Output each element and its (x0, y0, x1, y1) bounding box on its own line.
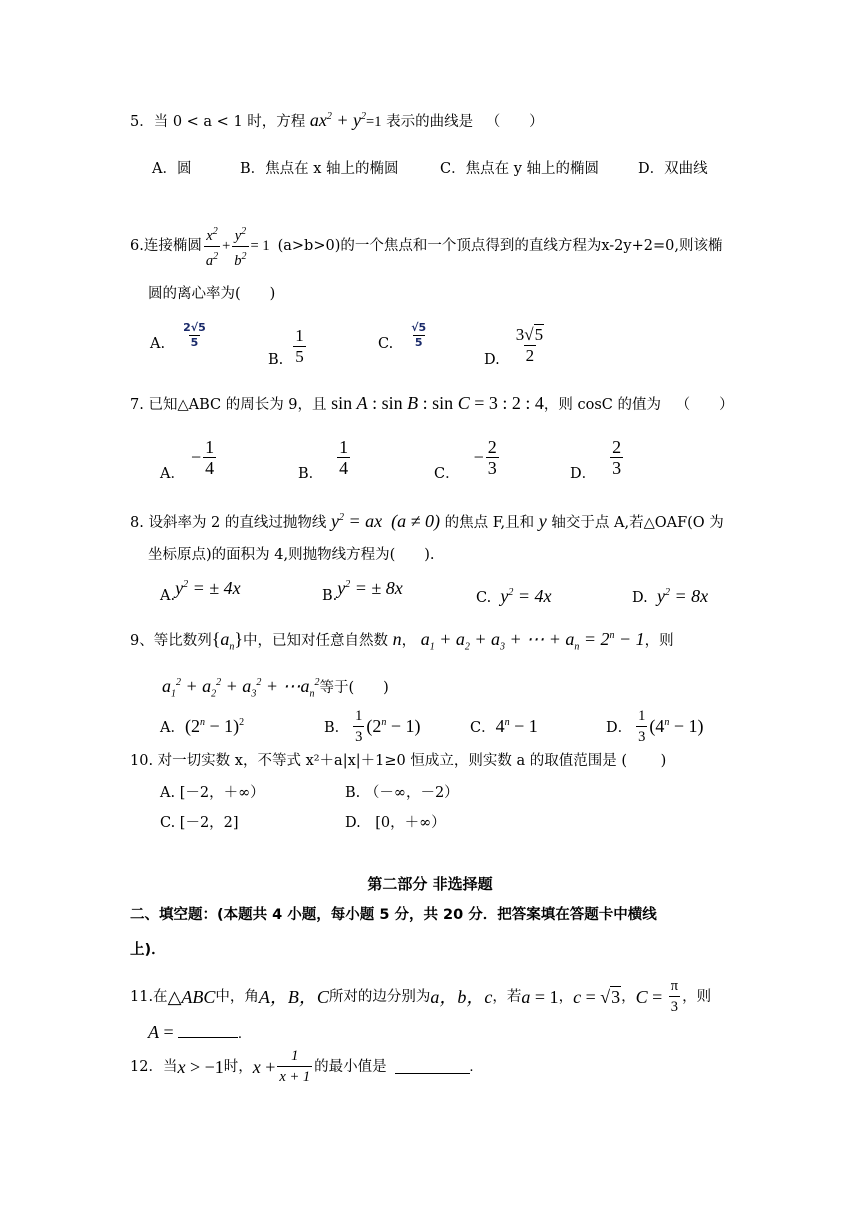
q9-option-d: D． $\frac{1}{3}$ $(4^n - 1)$ (606, 708, 704, 745)
q9-line2-suffix: 等于( ) (319, 680, 389, 696)
q5-stem-suffix: 表示的曲线是 (386, 114, 474, 130)
q8-parabola: $y^2$ = ax (a ≠ 0) (331, 511, 441, 531)
q8-stem-suffix: 的焦点 F,且和 (444, 515, 535, 531)
question-7-stem (130, 393, 734, 415)
q5-option-c: C．焦点在 y 轴上的椭圆 (440, 161, 600, 177)
q9-square-sum: $a_1^2 + a_2^2 + a_3^2$ + $\cdots a_n^2$ (162, 676, 320, 700)
question-10-stem: 10. 对一切实数 x，不等式 x²＋a|x|＋1≥0 恒成立，则实数 a 的取值范围是 ( ) (130, 753, 667, 769)
q8-stem-suffix2: 轴交于点 A,若△OAF(O 为 (551, 515, 724, 531)
q12-stem-mid: 时， (223, 1058, 253, 1075)
q11-stem-mid: 中，角 (215, 988, 259, 1005)
q11-stem-prefix: 11.在 (130, 988, 168, 1005)
q5-option-b: B．焦点在 x 轴上的椭圆 (240, 161, 399, 177)
q12-stem-suffix: 的最小值是 (314, 1058, 387, 1075)
q9-sum-equation: $a_1 + a_2 + a_3$ + ⋯ + $a_n = 2^n - 1$ (420, 629, 645, 653)
q8-option-b: $B.y^2$ = ± 8x (322, 578, 403, 604)
q7-option-c: C． − $\frac{2}{3}$ (434, 437, 497, 482)
q6-stem-prefix: 6.连接椭圆 (130, 238, 202, 255)
q6-option-a: A. $\frac{2√5}{5}$ (150, 320, 206, 352)
q5-equation: $ax^2 + y^2$ (309, 110, 367, 130)
q9-stem-mid: 中，已知对任意自然数 (243, 633, 389, 649)
q6-ellipse-y-term: $\frac{y^2}{b^2}$ (234, 226, 247, 269)
q8-option-c: C. $y^2 = 4x$ (476, 586, 552, 606)
question-8-stem: 8. 设斜率为 2 的直线过抛物线 $y^2$ = ax (a ≠ 0) 的焦点 F,且和 y 轴交于点 A,若△OAF(O 为 (130, 511, 724, 531)
q9-stem-prefix: 9、等比数列 (130, 633, 212, 649)
q6-option-d: D. $\frac{3√5}{2}$ (484, 324, 544, 368)
q5-option-d: D．双曲线 (638, 161, 708, 177)
q10-option-b: B. （－∞，－2） (345, 785, 459, 801)
q9-stem-suffix: ，则 (644, 633, 674, 649)
q7-stem-prefix: 7. 已知△ABC 的周长为 9，且 (130, 397, 327, 413)
q6-condition: (a>b>0)的一个焦点和一个顶点得到的直线方程为x-2y+2=0,则该椭 (277, 238, 723, 255)
q10-option-d: D. [0，＋∞） (345, 815, 446, 831)
question-5-stem: 5．当 0 < a < 1 时，方程 $ax^2 + y^2=1$ 表示的曲线是 （ ） (130, 110, 544, 130)
q8-stem-prefix: 8. 设斜率为 2 的直线过抛物线 (130, 515, 327, 531)
part-two-heading: 第二部分 非选择题 (367, 875, 493, 893)
q8-stem-line2: 坐标原点)的面积为 4,则抛物线方程为( ). (148, 547, 435, 563)
q11-stem-mid3: ，若 (492, 988, 522, 1005)
q6-option-c: C. $\frac{√5}{5}$ (378, 320, 427, 352)
q7-paren: （ ） (675, 397, 734, 413)
q11-answer-blank[interactable] (178, 1023, 238, 1038)
q12-answer-blank[interactable] (395, 1059, 470, 1074)
q7-stem-suffix: ，则 cosC 的值为 (543, 397, 661, 413)
q7-option-a: A． − $\frac{1}{4}$ (160, 437, 215, 482)
q5-paren: （ ） (485, 114, 544, 130)
q9-stem-line2 (162, 673, 389, 705)
section-two-instructions-line2: 上)． (130, 942, 166, 958)
q6-ellipse-x-term: $\frac{x^2}{a^2}$ (205, 226, 219, 269)
q5-stem-prefix: 5．当 0 < a < 1 时，方程 (130, 114, 306, 130)
q8-option-d: D. $y^2 = 8x$ (632, 586, 709, 606)
q9-option-c: C．$4^n - 1$ (470, 716, 538, 736)
question-9-stem: 9、等比数列$\{a_n\}$中，已知对任意自然数 n， $a_1 + a_2 + a_3$ + ⋯ + $a_n = 2^n - 1$，则 (130, 629, 674, 653)
question-11-stem: 11.在 △ABC 中，角 A，B，C 所对的边分别为 a，b，c ，若 a = 1 ， c = √3 ， C = $\frac{\pi}{3}$ ，则 (130, 978, 712, 1015)
q10-option-a: A. [－2，＋∞） (160, 785, 265, 801)
q11-stem-end: ，则 (682, 988, 712, 1005)
q5-option-a: A．圆 (152, 161, 192, 177)
q6-option-b: B. $\frac{1}{5}$ (268, 325, 304, 368)
q9-option-b: B． $\frac{1}{3}$ $(2^n - 1)$ (324, 708, 421, 745)
q12-stem-prefix: 12．当 (130, 1058, 178, 1075)
question-6-stem: 6.连接椭圆 $\frac{x^2}{a^2}$ + $\frac{y^2}{b^2}$ = 1 (a>b>0)的一个焦点和一个顶点得到的直线方程为x-2y+2=0,则该椭 (130, 222, 722, 271)
q10-option-c: C. [－2，2] (160, 815, 239, 831)
q7-option-d: D． $\frac{2}{3}$ (570, 437, 622, 482)
q8-option-a: $A.y^2$ = ± 4x (160, 578, 241, 604)
q11-answer-line: A = . (148, 1022, 242, 1042)
section-two-instructions-line1: 二、填空题：(本题共 4 小题，每小题 5 分，共 20 分．把答案填在答题卡中横线 (130, 907, 657, 923)
q7-ratio: sin A : sin B : sin C = 3 : 2 : 4 (331, 393, 544, 413)
question-12-stem: 12．当 x > −1 时， x + $\frac{1}{x + 1}$ 的最小值是 . (130, 1048, 474, 1085)
q9-option-a: A．$(2^n - 1)^2$ (160, 716, 245, 736)
q9-comma: ， (401, 633, 417, 649)
q7-option-b: B． $\frac{1}{4}$ (298, 437, 349, 482)
q11-stem-mid2: 所对的边分别为 (328, 988, 431, 1005)
q6-stem-line2: 圆的离心率为( ) (148, 286, 276, 302)
